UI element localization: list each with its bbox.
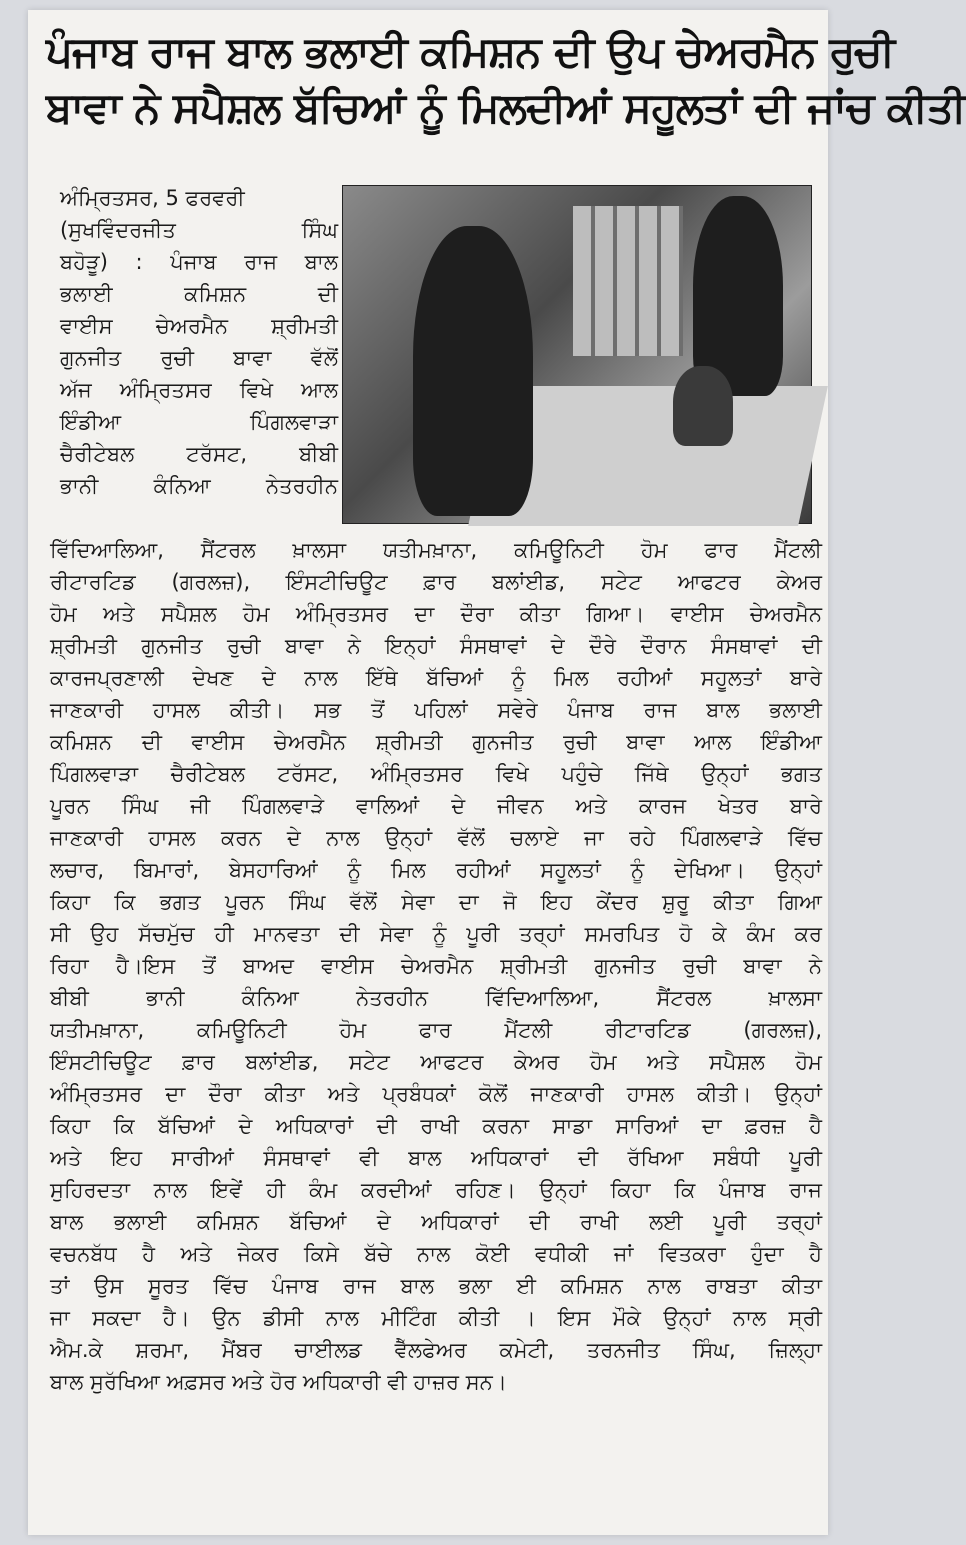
body-line: ਕਿਹਾ ਕਿ ਭਗਤ ਪੂਰਨ ਸਿੰਘ ਵੱਲੋਂ ਸੇਵਾ ਦਾ ਜੋ ਇਹ ਕੇਂਦਰ ਸ਼ੁਰੂ ਕੀਤਾ ਗਿਆ — [50, 890, 822, 914]
intro-line: ਭਾਨੀ ਕੰਨਿਆ ਨੇਤਰਹੀਨ — [60, 474, 338, 498]
body-line: ਪੂਰਨ ਸਿੰਘ ਜੀ ਪਿੰਗਲਵਾੜੇ ਵਾਲਿਆਂ ਦੇ ਜੀਵਨ ਅਤੇ ਕਾਰਜ ਖੇਤਰ ਬਾਰੇ — [50, 794, 822, 818]
photo-person-woman — [413, 226, 533, 516]
intro-line: ਇੰਡੀਆ ਪਿੰਗਲਵਾੜਾ — [60, 410, 338, 434]
body-line: ਯਤੀਮਖ਼ਾਨਾ, ਕਮਿਊਨਿਟੀ ਹੋਮ ਫਾਰ ਮੈਂਟਲੀ ਰੀਟਾਰਟਿਡ (ਗਰਲਜ਼), — [50, 1018, 822, 1042]
intro-line: ਅੰਮ੍ਰਿਤਸਰ, 5 ਫਰਵਰੀ — [60, 186, 245, 210]
body-line: ਰਿਹਾ ਹੈ।ਇਸ ਤੋਂ ਬਾਅਦ ਵਾਈਸ ਚੇਅਰਮੈਨ ਸ਼੍ਰੀਮਤੀ ਗੁਨਜੀਤ ਰੁਚੀ ਬਾਵਾ ਨੇ — [50, 954, 822, 978]
headline-line-1: ਪੰਜਾਬ ਰਾਜ ਬਾਲ ਭਲਾਈ ਕਮਿਸ਼ਨ ਦੀ ਉਪ ਚੇਅਰਮੈਨ ਰੁਚੀ — [46, 27, 895, 76]
body-line: ਤਾਂ ਉਸ ਸੂਰਤ ਵਿੱਚ ਪੰਜਾਬ ਰਾਜ ਬਾਲ ਭਲਾ ਈ ਕਮਿਸ਼ਨ ਨਾਲ ਰਾਬਤਾ ਕੀਤਾ — [50, 1274, 822, 1298]
body-line: ਵਚਨਬੱਧ ਹੈ ਅਤੇ ਜੇਕਰ ਕਿਸੇ ਬੱਚੇ ਨਾਲ ਕੋਈ ਵਧੀਕੀ ਜਾਂ ਵਿਤਕਰਾ ਹੁੰਦਾ ਹੈ — [50, 1242, 822, 1266]
body-line: ਪਿੰਗਲਵਾੜਾ ਚੈਰੀਟੇਬਲ ਟਰੱਸਟ, ਅੰਮ੍ਰਿਤਸਰ ਵਿਖੇ ਪਹੁੰਚੇ ਜਿੱਥੇ ਉਨ੍ਹਾਂ ਭਗਤ — [50, 762, 822, 786]
intro-line: ਗੁਨਜੀਤ ਰੁਚੀ ਬਾਵਾ ਵੱਲੋਂ — [60, 346, 338, 370]
news-photo — [342, 185, 812, 524]
body-line: ਬਾਲ ਭਲਾਈ ਕਮਿਸ਼ਨ ਬੱਚਿਆਂ ਦੇ ਅਧਿਕਾਰਾਂ ਦੀ ਰਾਖੀ ਲਈ ਪੂਰੀ ਤਰ੍ਹਾਂ — [50, 1210, 822, 1234]
body-line: ਅੰਮ੍ਰਿਤਸਰ ਦਾ ਦੌਰਾ ਕੀਤਾ ਅਤੇ ਪ੍ਰਬੰਧਕਾਂ ਕੋਲੋਂ ਜਾਣਕਾਰੀ ਹਾਸਲ ਕੀਤੀ। ਉਨ੍ਹਾਂ — [50, 1082, 822, 1106]
photo-person-child — [673, 366, 733, 446]
body-line: ਜਾ ਸਕਦਾ ਹੈ। ਉਨ ਡੀਸੀ ਨਾਲ ਮੀਟਿੰਗ ਕੀਤੀ । ਇਸ ਮੌਕੇ ਉਨ੍ਹਾਂ ਨਾਲ ਸ੍ਰੀ — [50, 1306, 822, 1330]
body-line: ਕਿਹਾ ਕਿ ਬੱਚਿਆਂ ਦੇ ਅਧਿਕਾਰਾਂ ਦੀ ਰਾਖੀ ਕਰਨਾ ਸਾਡਾ ਸਾਰਿਆਂ ਦਾ ਫ਼ਰਜ਼ ਹੈ — [50, 1114, 822, 1138]
intro-line: ਚੈਰੀਟੇਬਲ ਟਰੱਸਟ, ਬੀਬੀ — [60, 442, 338, 466]
body-line: ਸੀ ਉਹ ਸੱਚਮੁੱਚ ਹੀ ਮਾਨਵਤਾ ਦੀ ਸੇਵਾ ਨੂੰ ਪੂਰੀ ਤਰ੍ਹਾਂ ਸਮਰਪਿਤ ਹੋ ਕੇ ਕੰਮ ਕਰ — [50, 922, 822, 946]
body-line: ਐਮ.ਕੇ ਸ਼ਰਮਾ, ਮੈਂਬਰ ਚਾਈਲਡ ਵੈੱਲਫੇਅਰ ਕਮੇਟੀ, ਤਰਨਜੀਤ ਸਿੰਘ, ਜ਼ਿਲ੍ਹਾ — [50, 1338, 822, 1362]
body-line: ਰੀਟਾਰਟਿਡ (ਗਰਲਜ਼), ਇੰਸਟੀਚਿਊਟ ਫ਼ਾਰ ਬਲਾਂਈਡ, ਸਟੇਟ ਆਫਟਰ ਕੇਅਰ — [50, 570, 822, 594]
intro-line: (ਸੁਖਵਿੰਦਰਜੀਤ ਸਿੰਘ — [60, 218, 338, 242]
article-body — [50, 534, 822, 1398]
body-line: ਕਮਿਸ਼ਨ ਦੀ ਵਾਈਸ ਚੇਅਰਮੈਨ ਸ਼੍ਰੀਮਤੀ ਗੁਨਜੀਤ ਰੁਚੀ ਬਾਵਾ ਆਲ ਇੰਡੀਆ — [50, 730, 822, 754]
headline-line-2: ਬਾਵਾ ਨੇ ਸਪੈਸ਼ਲ ਬੱਚਿਆਂ ਨੂੰ ਮਿਲਦੀਆਂ ਸਹੂਲਤਾਂ ਦੀ ਜਾਂਚ ਕੀਤੀ — [46, 83, 966, 132]
body-line: ਲਚਾਰ, ਬਿਮਾਰਾਂ, ਬੇਸਹਾਰਿਆਂ ਨੂੰ ਮਿਲ ਰਹੀਆਂ ਸਹੂਲਤਾਂ ਨੂੰ ਦੇਖਿਆ। ਉਨ੍ਹਾਂ — [50, 858, 822, 882]
intro-line: ਬਹੋੜੂ) : ਪੰਜਾਬ ਰਾਜ ਬਾਲ — [60, 250, 338, 274]
body-line: ਸ਼੍ਰੀਮਤੀ ਗੁਨਜੀਤ ਰੁਚੀ ਬਾਵਾ ਨੇ ਇਨ੍ਹਾਂ ਸੰਸਥਾਵਾਂ ਦੇ ਦੌਰੇ ਦੌਰਾਨ ਸੰਸਥਾਵਾਂ ਦੀ — [50, 634, 822, 658]
body-line: ਜਾਣਕਾਰੀ ਹਾਸਲ ਕੀਤੀ। ਸਭ ਤੋਂ ਪਹਿਲਾਂ ਸਵੇਰੇ ਪੰਜਾਬ ਰਾਜ ਬਾਲ ਭਲਾਈ — [50, 698, 822, 722]
body-line: ਇੰਸਟੀਚਿਊਟ ਫ਼ਾਰ ਬਲਾਂਈਡ, ਸਟੇਟ ਆਫਟਰ ਕੇਅਰ ਹੋਮ ਅਤੇ ਸਪੈਸ਼ਲ ਹੋਮ — [50, 1050, 822, 1074]
newspaper-clipping — [28, 10, 966, 1535]
body-line: ਵਿੱਦਿਆਲਿਆ, ਸੈਂਟਰਲ ਖ਼ਾਲਸਾ ਯਤੀਮਖ਼ਾਨਾ, ਕਮਿਊਨਿਟੀ ਹੋਮ ਫਾਰ ਮੈਂਟਲੀ — [50, 538, 822, 562]
photo-window — [573, 206, 683, 356]
intro-line: ਅੱਜ ਅੰਮ੍ਰਿਤਸਰ ਵਿਖੇ ਆਲ — [60, 378, 338, 402]
article-intro — [60, 182, 338, 502]
body-line: ਬੀਬੀ ਭਾਨੀ ਕੰਨਿਆ ਨੇਤਰਹੀਨ ਵਿੱਦਿਆਲਿਆ, ਸੈਂਟਰਲ ਖ਼ਾਲਸਾ — [50, 986, 822, 1010]
body-line: ਕਾਰਜਪ੍ਰਣਾਲੀ ਦੇਖਣ ਦੇ ਨਾਲ ਇੱਥੇ ਬੱਚਿਆਂ ਨੂੰ ਮਿਲ ਰਹੀਆਂ ਸਹੂਲਤਾਂ ਬਾਰੇ — [50, 666, 822, 690]
body-line: ਅਤੇ ਇਹ ਸਾਰੀਆਂ ਸੰਸਥਾਵਾਂ ਵੀ ਬਾਲ ਅਧਿਕਾਰਾਂ ਦੀ ਰੱਖਿਆ ਸਬੰਧੀ ਪੂਰੀ — [50, 1146, 822, 1170]
body-line: ਬਾਲ ਸੁਰੱਖਿਆ ਅਫ਼ਸਰ ਅਤੇ ਹੋਰ ਅਧਿਕਾਰੀ ਵੀ ਹਾਜ਼ਰ ਸਨ। — [50, 1370, 507, 1394]
headline — [46, 24, 966, 136]
intro-line: ਵਾਈਸ ਚੇਅਰਮੈਨ ਸ਼੍ਰੀਮਤੀ — [60, 314, 338, 338]
body-line: ਹੋਮ ਅਤੇ ਸਪੈਸ਼ਲ ਹੋਮ ਅੰਮ੍ਰਿਤਸਰ ਦਾ ਦੌਰਾ ਕੀਤਾ ਗਿਆ। ਵਾਈਸ ਚੇਅਰਮੈਨ — [50, 602, 822, 626]
body-line: ਜਾਣਕਾਰੀ ਹਾਸਲ ਕਰਨ ਦੇ ਨਾਲ ਉਨ੍ਹਾਂ ਵੱਲੋਂ ਚਲਾਏ ਜਾ ਰਹੇ ਪਿੰਗਲਵਾੜੇ ਵਿੱਚ — [50, 826, 822, 850]
intro-line: ਭਲਾਈ ਕਮਿਸ਼ਨ ਦੀ — [60, 282, 338, 306]
body-line: ਸੁਹਿਰਦਤਾ ਨਾਲ ਇਵੇਂ ਹੀ ਕੰਮ ਕਰਦੀਆਂ ਰਹਿਣ। ਉਨ੍ਹਾਂ ਕਿਹਾ ਕਿ ਪੰਜਾਬ ਰਾਜ — [50, 1178, 822, 1202]
